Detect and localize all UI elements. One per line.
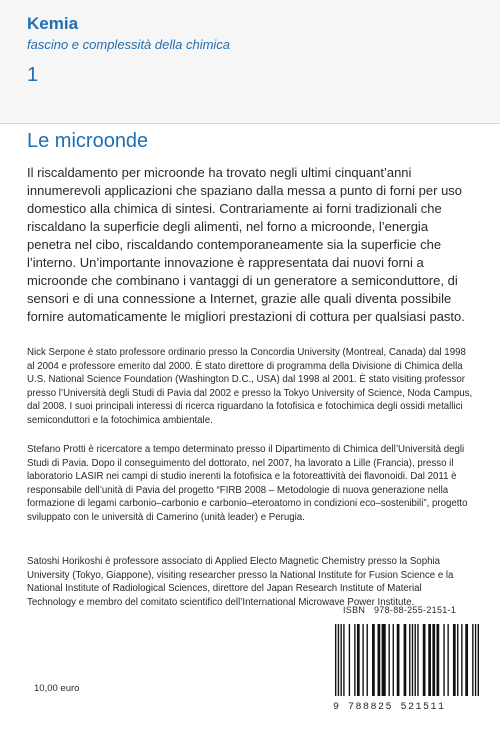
barcode-bar bbox=[443, 624, 444, 696]
barcode-bar bbox=[340, 624, 341, 696]
author-bio-protti: Stefano Protti è ricercatore a tempo determinato presso il Dipartimento di Chimica dell’Università degli Studi di Pavia. Dopo il conseguimento del dottorato, nel 2007, ha lavorato a Lille (Francia), presso il laboratorio LASIR nei campi di studio inerenti la fotofisica e la fotoreattività dei flavonoidi. Dal 2011 è responsabile dell’unità di Pavia del progetto “FIRB 2008 – Metodologie di nuova generazione nella formazione di legami carbonio–carbonio e carbonio–eteroatomo in condizioni eco–sostenibili”, progetto sviluppato con le università di Camerino (unità leader) e Perugia. bbox=[27, 444, 468, 523]
barcode-bar bbox=[453, 624, 456, 696]
isbn-number: 978-88-255-2151-1 bbox=[374, 605, 457, 615]
barcode-bar bbox=[393, 624, 394, 696]
barcode-bar bbox=[362, 624, 363, 696]
barcode-bar bbox=[397, 624, 400, 696]
header-divider bbox=[0, 123, 500, 124]
barcode-bar bbox=[478, 624, 479, 696]
barcode-bar bbox=[382, 624, 386, 696]
isbn-label: ISBN bbox=[343, 605, 366, 615]
author-bio-horikoshi: Satoshi Horikoshi è professore associato di Applied Electo Magnetic Chemistry presso la Sophia University (Tokyo, Giappone), visiting researcher presso la National Institute for Fusion Science e la National Institute of Radiological Sciences, direttore del Japan Research Institute of Material Technology e membro del comitato scientifico dell’International Microwave Power Institute. bbox=[27, 556, 454, 608]
barcode-bar bbox=[343, 624, 344, 696]
barcode-bar bbox=[472, 624, 473, 696]
barcode-bar bbox=[436, 624, 439, 696]
barcode-bar bbox=[335, 624, 336, 696]
barcode-bar bbox=[412, 624, 413, 696]
barcode-bar bbox=[349, 624, 350, 696]
barcode bbox=[333, 624, 481, 696]
series-title: Kemia bbox=[27, 14, 79, 33]
barcode-bar bbox=[338, 624, 339, 696]
barcode-bar bbox=[357, 624, 360, 696]
abstract-paragraph: Il riscaldamento per microonde ha trovato negli ultimi cinquant’anni innumerevoli applicazioni che spaziano dalla messa a punto di forni per uso domestico alla chimica di sintesi. Contrariamente ai forni tradizionali che riscaldano la superficie degli alimenti, nel forno a microonde, l’energia penetra nel cibo, riscaldando contemporaneamente sia la superficie che l’interno. Un’importante innovazione è rappresentata dai nuovi forni a microonde che combinano i vantaggi di un generatore a semiconduttore, di sensori e di una connessione a Internet, grazie alle quali diventa possibile fornire automaticamente le migliori prestazioni di cottura per qualsiasi pasto. bbox=[27, 165, 465, 324]
barcode-bar bbox=[461, 624, 462, 696]
barcode-digits: 9 788825 521511 bbox=[333, 702, 446, 713]
series-subtitle: fascino e complessità della chimica bbox=[27, 37, 231, 52]
section-title: Le microonde bbox=[27, 130, 149, 152]
barcode-bar bbox=[415, 624, 416, 696]
price-label: 10,00 euro bbox=[34, 683, 80, 694]
barcode-bar bbox=[432, 624, 435, 696]
barcode-bar bbox=[417, 624, 418, 696]
barcode-bar bbox=[423, 624, 426, 696]
barcode-bar bbox=[378, 624, 381, 696]
author-bio-serpone: Nick Serpone è stato professore ordinario presso la Concordia University (Montreal, Canada) dal 1998 al 2004 e professore emerito dal 2000. È stato direttore di programma della Divisione di Chimica della U.S. National Science Foundation (Washington D.C., USA) dal 1998 al 2001. È stato visiting professor presso l’Università degli Studi di Pavia dal 2002 e presso la Tokyo University of Science, Noda Campus, dal 2008. I suoi principali interessi di ricerca riguardano la fotofisica e fotochimica degli ossidi metallici semiconduttori e la fotochimica ambientale. bbox=[27, 347, 473, 426]
barcode-bar bbox=[367, 624, 368, 696]
barcode-bar bbox=[372, 624, 375, 696]
barcode-bar bbox=[409, 624, 410, 696]
barcode-bar bbox=[388, 624, 389, 696]
barcode-bar bbox=[465, 624, 468, 696]
barcode-bar bbox=[428, 624, 431, 696]
barcode-bar bbox=[354, 624, 355, 696]
barcode-bar bbox=[447, 624, 448, 696]
barcode-bar bbox=[404, 624, 407, 696]
barcode-bar bbox=[457, 624, 458, 696]
volume-number: 1 bbox=[27, 64, 39, 86]
barcode-bar bbox=[475, 624, 476, 696]
